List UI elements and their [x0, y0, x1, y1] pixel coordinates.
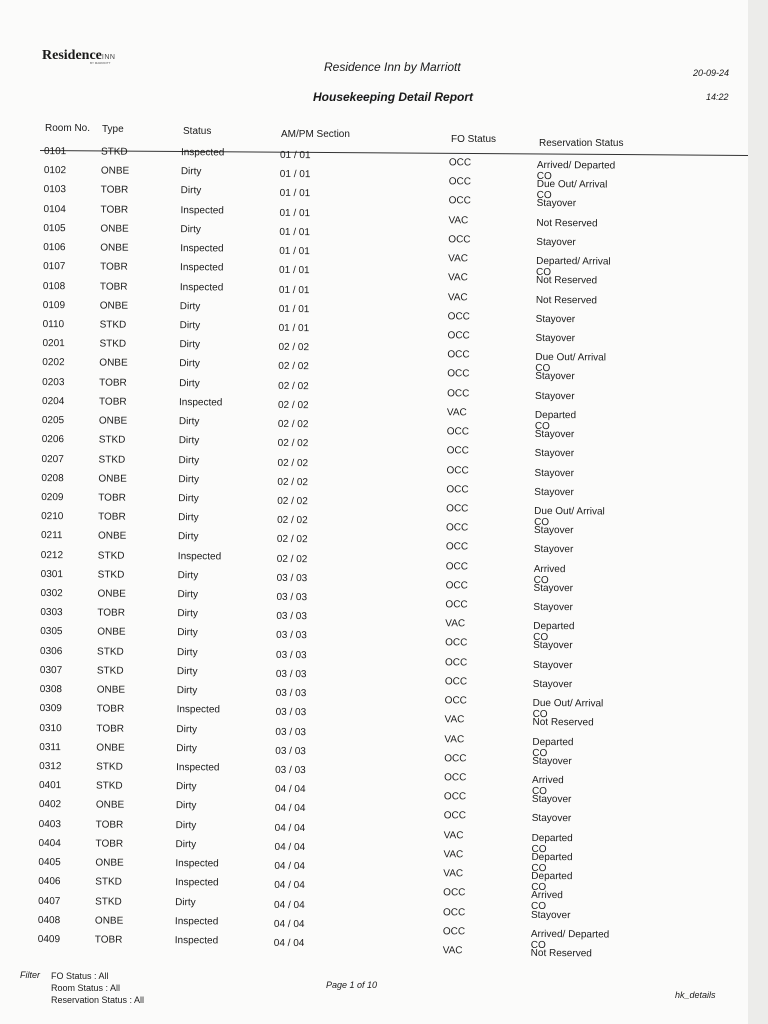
room-status: Dirty [180, 166, 202, 178]
room-status: Dirty [177, 646, 198, 658]
property-name: Residence Inn by Marriott [324, 60, 461, 74]
reservation-status-line: Arrived [532, 774, 564, 787]
fo-status: VAC [448, 214, 469, 227]
room-number: 0407 [38, 895, 61, 907]
reservation-status-line: Stayover [534, 428, 575, 441]
reservation-status-line: Departed [531, 851, 573, 864]
section: 04 / 04 [274, 841, 306, 853]
room-status: Inspected [174, 915, 219, 928]
reservation-status-line: Arrived/ Departed [536, 159, 616, 172]
room-type: ONBE [95, 857, 124, 869]
room-number: 0306 [40, 645, 63, 657]
room-number: 0409 [37, 934, 61, 946]
room-status: Dirty [178, 473, 200, 485]
reservation-status-line: Departed [532, 736, 574, 748]
room-status: Dirty [177, 531, 199, 543]
room-status: Dirty [178, 493, 199, 505]
room-status: Dirty [175, 838, 197, 851]
fo-status: OCC [445, 637, 468, 649]
room-type: TOBR [100, 204, 129, 216]
room-status: Dirty [180, 223, 201, 236]
room-status: Dirty [179, 300, 201, 313]
room-number: 0408 [37, 914, 61, 926]
section: 02 / 02 [277, 457, 309, 469]
section: 01 / 01 [279, 207, 311, 219]
reservation-status-line: Not Reserved [536, 217, 598, 230]
room-number: 0212 [40, 549, 64, 561]
page-edge [748, 0, 768, 1024]
reservation-status-line: Stayover [536, 236, 576, 249]
fo-status: OCC [445, 560, 469, 572]
section: 04 / 04 [274, 880, 305, 892]
room-number: 0211 [40, 530, 63, 542]
room-number: 0311 [39, 741, 61, 753]
room-status: Dirty [175, 800, 197, 812]
section: 02 / 02 [277, 438, 309, 450]
fo-status: OCC [443, 887, 466, 899]
room-type: ONBE [96, 742, 125, 754]
room-number: 0308 [39, 684, 63, 696]
room-type: STKD [100, 146, 128, 158]
reservation-status-line: Stayover [534, 486, 574, 498]
reservation-status-line: Not Reserved [530, 947, 592, 960]
section: 02 / 02 [277, 476, 309, 488]
room-type: STKD [96, 665, 124, 677]
room-type: ONBE [97, 530, 127, 543]
room-status: Dirty [177, 589, 199, 601]
reservation-status-line: Not Reserved [535, 294, 598, 306]
section: 03 / 03 [275, 688, 307, 700]
fo-status: OCC [443, 810, 467, 822]
room-status: Inspected [179, 281, 224, 293]
room-number: 0210 [41, 511, 64, 523]
room-number: 0301 [40, 568, 63, 581]
room-status: Dirty [176, 723, 198, 735]
fo-status: OCC [446, 464, 469, 476]
room-type: TOBR [100, 184, 129, 197]
reservation-status [531, 948, 592, 959]
col-header-status: Status [183, 126, 212, 137]
room-type: TOBR [99, 377, 127, 389]
room-type: ONBE [100, 165, 130, 177]
section: 03 / 03 [276, 591, 308, 604]
logo-inn: INN [101, 54, 116, 61]
room-type: TOBR [97, 607, 126, 619]
room-number: 0208 [41, 472, 64, 484]
room-type: STKD [99, 338, 127, 350]
reservation-status-line: Stayover [532, 659, 573, 671]
room-type: STKD [95, 780, 123, 792]
fo-status: OCC [446, 483, 469, 496]
reservation-status-code: CO [531, 901, 547, 913]
room-number: 0109 [42, 299, 66, 311]
fo-status: VAC [444, 733, 465, 745]
fo-status: VAC [447, 272, 468, 284]
reservation-status-line: Stayover [535, 371, 575, 383]
reservation-status-line: Arrived [531, 890, 563, 902]
room-status: Inspected [176, 704, 221, 716]
table-row [0, 934, 742, 962]
section: 01 / 01 [279, 188, 311, 200]
filter-fo-status: FO Status : All [51, 971, 109, 981]
filter-room-status: Room Status : All [51, 983, 121, 993]
fo-status: VAC [443, 868, 464, 880]
room-type: TOBR [96, 703, 125, 716]
reservation-status-line: Due Out/ Arrival [532, 698, 604, 710]
room-status: Inspected [180, 243, 224, 255]
fo-status: OCC [447, 387, 470, 400]
section: 02 / 02 [278, 380, 309, 392]
room-type: STKD [96, 761, 123, 773]
section: 01 / 01 [278, 303, 310, 315]
room-status: Dirty [178, 435, 200, 447]
room-number: 0209 [41, 491, 64, 504]
page-number: Page 1 of 10 [326, 980, 378, 990]
reservation-status-code: CO [531, 843, 547, 855]
room-type: TOBR [96, 723, 125, 735]
fo-status: VAC [448, 253, 469, 265]
fo-status: VAC [442, 945, 463, 957]
section: 04 / 04 [274, 822, 306, 834]
section: 02 / 02 [278, 342, 310, 354]
room-number: 0103 [43, 184, 66, 196]
room-number: 0303 [40, 607, 63, 619]
room-number: 0110 [42, 318, 65, 331]
fo-status: VAC [444, 714, 465, 726]
room-status: Inspected [175, 877, 219, 889]
section: 03 / 03 [275, 764, 306, 777]
reservation-status-code: CO [536, 170, 552, 183]
room-type: TOBR [98, 492, 126, 504]
room-status: Inspected [180, 147, 225, 159]
section: 03 / 03 [275, 726, 307, 738]
room-type: ONBE [100, 242, 129, 254]
room-number: 0206 [41, 434, 65, 446]
reservation-status-code: CO [533, 574, 549, 586]
room-type: TOBR [98, 511, 126, 523]
room-status: Dirty [178, 512, 199, 524]
filter-label: Filter [20, 970, 40, 980]
fo-status: OCC [444, 772, 467, 784]
room-status: Inspected [180, 204, 224, 217]
section: 01 / 01 [278, 322, 310, 335]
reservation-status-code: CO [533, 632, 549, 644]
room-number: 0104 [43, 203, 66, 215]
room-type: ONBE [98, 415, 128, 427]
room-status: Inspected [180, 262, 224, 274]
room-status: Dirty [180, 185, 202, 197]
room-type: ONBE [94, 915, 124, 927]
room-status: Dirty [177, 608, 198, 620]
fo-status: OCC [443, 791, 467, 803]
room-type: STKD [97, 550, 125, 562]
section: 04 / 04 [274, 860, 306, 873]
room-number: 0401 [38, 780, 62, 792]
reservation-status-line: Stayover [532, 755, 572, 767]
fo-status: OCC [448, 195, 471, 207]
fo-status: OCC [444, 676, 468, 688]
reservation-status-code: CO [535, 363, 551, 375]
room-type: ONBE [99, 300, 129, 312]
room-number: 0310 [39, 722, 62, 734]
room-type: STKD [98, 434, 126, 446]
reservation-status-code: CO [534, 420, 550, 432]
room-status: Dirty [179, 377, 200, 389]
col-header-room: Room No. [45, 123, 91, 134]
reservation-status-line: Stayover [531, 813, 572, 825]
reservation-status-line: Stayover [535, 332, 576, 345]
reservation-status-line: Due Out/ Arrival [534, 505, 605, 518]
report-title: Housekeeping Detail Report [313, 90, 474, 104]
room-status: Dirty [175, 819, 197, 831]
col-header-type: Type [102, 124, 124, 135]
filter-reservation-status: Reservation Status : All [51, 995, 145, 1005]
logo-wordmark: Residence [42, 48, 102, 63]
reservation-status-line: Departed [534, 409, 577, 422]
col-header-section: AM/PM Section [281, 129, 350, 140]
reservation-status-code: CO [536, 266, 552, 279]
logo-subtitle: BY MARRIOTT [90, 61, 111, 65]
section: 04 / 04 [274, 899, 305, 911]
reservation-status-line: Stayover [533, 582, 574, 595]
reservation-status-line: Stayover [533, 544, 574, 556]
room-number: 0302 [40, 588, 63, 600]
reservation-status-line: Arrived/ Departed [530, 928, 610, 941]
section: 02 / 02 [277, 495, 308, 508]
reservation-status-line: Departed [531, 832, 573, 844]
fo-status: VAC [446, 407, 467, 419]
reservation-status-line: Stayover [535, 313, 576, 325]
section: 04 / 04 [273, 937, 305, 950]
room-number: 0202 [42, 357, 65, 369]
report-time: 14:22 [706, 92, 729, 102]
fo-status: VAC [443, 829, 464, 842]
room-type: STKD [95, 876, 122, 888]
fo-status: OCC [442, 925, 466, 938]
fo-status: OCC [442, 906, 466, 918]
room-number: 0309 [39, 703, 62, 715]
fo-status: OCC [448, 157, 472, 169]
room-number: 0312 [39, 761, 62, 773]
fo-status: OCC [446, 503, 469, 515]
room-number: 0101 [43, 146, 67, 158]
section: 03 / 03 [275, 668, 307, 681]
section: 03 / 03 [276, 630, 307, 642]
reservation-status-line: Stayover [534, 467, 574, 479]
fo-status: VAC [447, 291, 468, 303]
room-type: ONBE [98, 473, 127, 485]
section: 03 / 03 [276, 611, 307, 623]
fo-status: OCC [445, 580, 468, 592]
room-type: ONBE [99, 357, 128, 370]
room-status: Inspected [176, 762, 220, 774]
section: 04 / 04 [274, 803, 306, 815]
reservation-status-line: Not Reserved [532, 717, 594, 729]
room-number: 0307 [39, 664, 63, 677]
fo-status: OCC [445, 599, 468, 611]
section: 02 / 02 [276, 534, 308, 546]
section: 03 / 03 [275, 745, 306, 757]
report-date: 20-09-24 [693, 68, 730, 78]
fo-status: VAC [445, 618, 466, 630]
room-number: 0204 [41, 395, 65, 408]
section: 02 / 02 [277, 515, 308, 527]
room-number: 0405 [38, 857, 61, 869]
room-number: 0406 [38, 876, 61, 888]
section: 02 / 02 [278, 361, 309, 373]
room-number: 0403 [38, 818, 61, 830]
fo-status: OCC [447, 330, 470, 342]
room-type: STKD [97, 569, 125, 581]
reservation-status-code: CO [531, 862, 547, 874]
section: 02 / 02 [277, 399, 309, 411]
reservation-status-code: CO [532, 747, 548, 759]
fo-status: OCC [444, 752, 467, 765]
section: 04 / 04 [274, 784, 306, 796]
room-status: Inspected [177, 550, 222, 563]
reservation-status-code: CO [530, 939, 546, 951]
section: 03 / 03 [276, 572, 308, 584]
section: 01 / 01 [279, 265, 310, 277]
section: 01 / 01 [279, 245, 310, 258]
room-number: 0205 [41, 415, 65, 427]
room-status: Dirty [179, 320, 201, 332]
room-status: Dirty [178, 416, 200, 428]
col-header-fo-status: FO Status [451, 134, 497, 145]
room-status: Dirty [176, 685, 198, 697]
reservation-status-line: Stayover [536, 198, 577, 210]
reservation-status-line: Stayover [533, 601, 573, 614]
room-status: Dirty [177, 569, 199, 582]
reservation-status-line: Due Out/ Arrival [536, 179, 608, 191]
fo-status: OCC [448, 176, 472, 188]
room-type: TOBR [95, 819, 124, 831]
section: 04 / 04 [273, 918, 305, 930]
fo-status: OCC [447, 349, 470, 361]
room-type: ONBE [97, 588, 126, 600]
reservation-status-line: Stayover [534, 448, 575, 460]
room-number: 0207 [41, 453, 64, 465]
fo-status: OCC [448, 234, 471, 246]
room-type: TOBR [98, 396, 127, 408]
room-number: 0106 [43, 242, 66, 254]
room-number: 0305 [40, 626, 63, 638]
room-number: 0108 [42, 280, 66, 292]
fo-status: OCC [447, 368, 470, 380]
reservation-status-line: Departed [531, 870, 573, 883]
reservation-status-code: CO [534, 516, 550, 528]
section: 02 / 02 [276, 553, 308, 565]
room-number: 0404 [38, 837, 61, 850]
room-number: 0102 [43, 165, 67, 177]
room-status: Dirty [178, 454, 200, 466]
room-type: STKD [98, 453, 126, 466]
room-type: TOBR [94, 934, 123, 946]
room-status: Dirty [179, 358, 200, 370]
col-header-reservation-status: Reservation Status [539, 138, 624, 149]
fo-status: VAC [443, 849, 464, 861]
fo-status: OCC [444, 695, 467, 707]
room-type: TOBR [100, 261, 128, 274]
reservation-status-line: Not Reserved [535, 275, 598, 287]
reservation-status-line: Stayover [533, 640, 573, 652]
section: 01 / 01 [279, 169, 311, 181]
room-status: Dirty [176, 666, 198, 678]
room-type: TOBR [99, 281, 128, 293]
reservation-status-line: Departed/ Arrival [536, 255, 611, 268]
room-number: 0402 [38, 799, 62, 811]
room-status: Inspected [174, 935, 219, 947]
room-type: STKD [95, 896, 122, 908]
reservation-status-line: Stayover [533, 525, 574, 537]
reservation-status-line: Stayover [531, 794, 572, 806]
fo-status: OCC [446, 445, 469, 457]
room-type: ONBE [95, 799, 125, 812]
room-type: ONBE [96, 684, 126, 696]
room-status: Dirty [177, 627, 198, 639]
section: 01 / 01 [279, 226, 310, 238]
room-type: STKD [97, 646, 124, 658]
section: 03 / 03 [275, 707, 307, 719]
room-status: Dirty [176, 742, 197, 755]
reservation-status-line: Stayover [530, 909, 571, 921]
reservation-status-line: Due Out/ Arrival [535, 352, 607, 364]
section: 03 / 03 [275, 649, 307, 661]
room-type: ONBE [100, 223, 129, 235]
fo-status: OCC [446, 426, 470, 438]
room-number: 0201 [42, 338, 65, 350]
room-status: Inspected [178, 396, 223, 409]
reservation-status-code: CO [531, 785, 548, 798]
fo-status: OCC [444, 656, 468, 669]
reservation-status-line: Arrived [533, 563, 566, 575]
reservation-status-line: Stayover [532, 678, 573, 691]
room-type: TOBR [95, 838, 124, 850]
room-type: ONBE [97, 626, 126, 639]
room-status: Dirty [175, 781, 197, 793]
report-id: hk_details [675, 990, 716, 1000]
reservation-status-code: CO [531, 881, 547, 894]
room-number: 0105 [43, 222, 66, 235]
room-number: 0203 [42, 376, 65, 388]
reservation-status-code: CO [532, 709, 548, 721]
section: 02 / 02 [277, 418, 309, 431]
section: 01 / 01 [279, 149, 311, 162]
fo-status: OCC [445, 541, 469, 553]
section: 01 / 01 [278, 284, 310, 296]
reservation-status-code: CO [536, 190, 552, 202]
room-type: STKD [99, 319, 127, 331]
room-status: Dirty [179, 339, 201, 351]
reservation-status-line: Departed [533, 621, 575, 633]
room-status: Inspected [175, 858, 219, 870]
fo-status: OCC [446, 522, 469, 534]
room-number: 0107 [43, 261, 66, 273]
fo-status: OCC [447, 310, 470, 323]
room-status: Dirty [175, 896, 196, 908]
reservation-status-line: Stayover [535, 390, 575, 402]
